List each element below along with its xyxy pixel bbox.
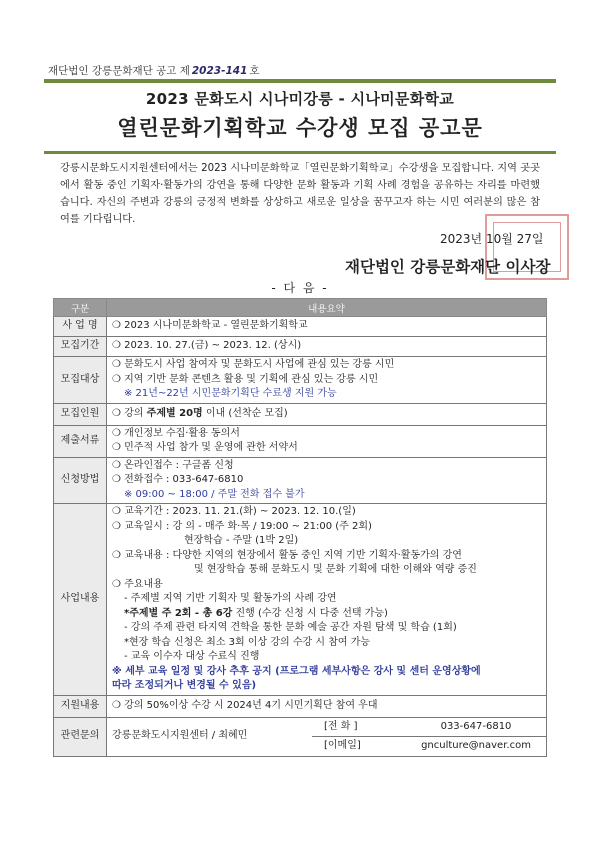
table-row <box>54 317 547 337</box>
row-value <box>107 717 547 756</box>
doc-number-handwritten: 2023-141 <box>191 65 248 77</box>
phone-value: 033-647-6810 <box>440 720 512 732</box>
notice-date: 2023년 10월 27일 <box>440 232 544 246</box>
content-line: 현장학습 - 주말 (1박 2일) <box>184 535 299 546</box>
headcount-post: 이내 (선착순 모집) <box>202 407 288 419</box>
content-line: - 강의 주제 관련 타지역 견학을 통한 문화 예술 공간 자원 탐색 및 학습 (1회) <box>124 622 457 633</box>
content-line: ❍ 주요내용 <box>112 578 163 590</box>
row-label: 사업내용 <box>54 504 107 696</box>
content-line: ❍ 교육기간 : 2023. 11. 21.(화) ~ 2023. 12. 10.(일) <box>112 506 356 517</box>
row-label: 제출서류 <box>54 425 107 457</box>
signature: 재단법인 강릉문화재단 이사장 <box>345 258 551 276</box>
email-value: gnculture@naver.com <box>421 740 531 751</box>
content-note: 따라 조정되거나 변경될 수 있음) <box>112 680 257 691</box>
table-row <box>54 337 547 357</box>
apply-line: ❍ 전화접수 : 033-647-6810 <box>112 474 244 485</box>
row-value <box>107 357 547 404</box>
content-bold: *주제별 주 2회 - 총 6강 <box>124 607 233 619</box>
row-label: 신청방법 <box>54 457 107 504</box>
row-label: 모집인원 <box>54 403 107 425</box>
content-line: ❍ 교육내용 : 다양한 지역의 현장에서 활동 중인 지역 기반 기획자·활동가의 강연 <box>112 549 462 561</box>
top-rule <box>44 79 556 83</box>
contact-org: 강릉문화도시지원센터 / 최혜민 <box>112 730 248 742</box>
target-line: ❍ 문화도시 사업 참여자 및 문화도시 사업에 관심 있는 강릉 시민 <box>112 359 395 370</box>
row-value: ❍ 2023. 10. 27.(금) ~ 2023. 12. (상시) <box>107 337 547 357</box>
docs-line: ❍ 민주적 사업 참가 및 운영에 관한 서약서 <box>112 442 298 453</box>
intro-paragraph: 강릉시문화도시지원센터에서는 2023 시나미문화학교「열린문화기획학교」수강생을 모집합니다. 지역 곳곳에서 활동 중인 기획자·활동가의 강연을 통해 다양한 문화 활동과 기획 사례 경험을 공유하는 자리를 마련했습니다. 자신의 주변과 강릉의 긍정적 변화를 상상하고 새로운 일상을 꿈꾸고자 하는 시민 여러분의 많은 참여를 기다립니다. <box>60 163 540 225</box>
row-value: ❍ 강의 50%이상 수강 시 2024년 4기 시민기획단 참여 우대 <box>107 695 547 717</box>
content-line <box>112 607 541 622</box>
details-table <box>53 298 547 757</box>
subtitle: 2023 문화도시 시나미강릉 - 시나미문화학교 <box>145 90 455 108</box>
table-row <box>54 425 547 457</box>
row-value <box>107 403 547 425</box>
table-header <box>54 299 547 317</box>
content-line: *현장 학습 신청은 최소 3회 이상 강의 수강 시 참여 가능 <box>124 636 371 648</box>
row-value <box>107 457 547 504</box>
headcount-pre: ❍ 강의 <box>112 407 147 419</box>
row-label: 지원내용 <box>54 695 107 717</box>
row-value <box>107 425 547 457</box>
content-note: ※ 세부 교육 일정 및 강사 추후 공지 (프로그램 세부사항은 강사 및 센터 운영상황에 <box>112 665 481 677</box>
doc-number-suffix: 호 <box>249 65 260 77</box>
row-label: 관련문의 <box>54 717 107 756</box>
doc-number <box>48 63 260 78</box>
table-row <box>54 357 547 404</box>
header-category: 구분 <box>54 299 107 317</box>
headcount-bold: 주제별 20명 <box>146 407 203 419</box>
table-row <box>54 504 547 696</box>
phone-label: [전 화 ] <box>324 720 358 732</box>
row-value: ❍ 2023 시나미문화학교 - 열린문화기획학교 <box>107 317 547 337</box>
email-label: [이메일] <box>324 740 361 751</box>
content-text: 진행 (수강 신청 시 다중 선택 가능) <box>232 607 388 619</box>
apply-note: ※ 09:00 ~ 18:00 / 주말 전화 접수 불가 <box>124 488 305 500</box>
header-summary: 내용요약 <box>107 299 547 317</box>
doc-number-prefix: 재단법인 강릉문화재단 공고 제 <box>48 65 190 77</box>
content-line: - 교육 이수자 대상 수료식 진행 <box>124 651 260 662</box>
row-label: 모집기간 <box>54 337 107 357</box>
table-row <box>54 403 547 425</box>
table-row <box>54 695 547 717</box>
row-value <box>107 504 547 696</box>
docs-line: ❍ 개인정보 수집·활용 동의서 <box>112 427 240 439</box>
content-line: ❍ 교육일시 : 강 의 - 매주 화·목 / 19:00 ~ 21:00 (주 2회) <box>112 520 372 532</box>
table-row <box>54 717 547 756</box>
section-heading: - 다 음 - <box>271 281 329 295</box>
content-line: - 주제별 지역 기반 기획자 및 활동가의 사례 강연 <box>124 593 337 604</box>
target-note: ※ 21년~22년 시민문화기획단 수료생 지원 가능 <box>124 388 337 399</box>
page-title: 열린문화기획학교 수강생 모집 공고문 <box>117 116 483 140</box>
row-label: 사 업 명 <box>54 317 107 337</box>
target-line: ❍ 지역 기반 문화 콘텐츠 활용 및 기획에 관심 있는 강릉 시민 <box>112 373 379 385</box>
content-line: 및 현장학습 통해 문화도시 및 문화 기획에 대한 이해와 역량 증진 <box>194 564 477 575</box>
row-label: 모집대상 <box>54 357 107 404</box>
table-row <box>54 457 547 504</box>
apply-line: ❍ 온라인접수 : 구글폼 신청 <box>112 459 234 471</box>
title-rule <box>44 151 556 154</box>
